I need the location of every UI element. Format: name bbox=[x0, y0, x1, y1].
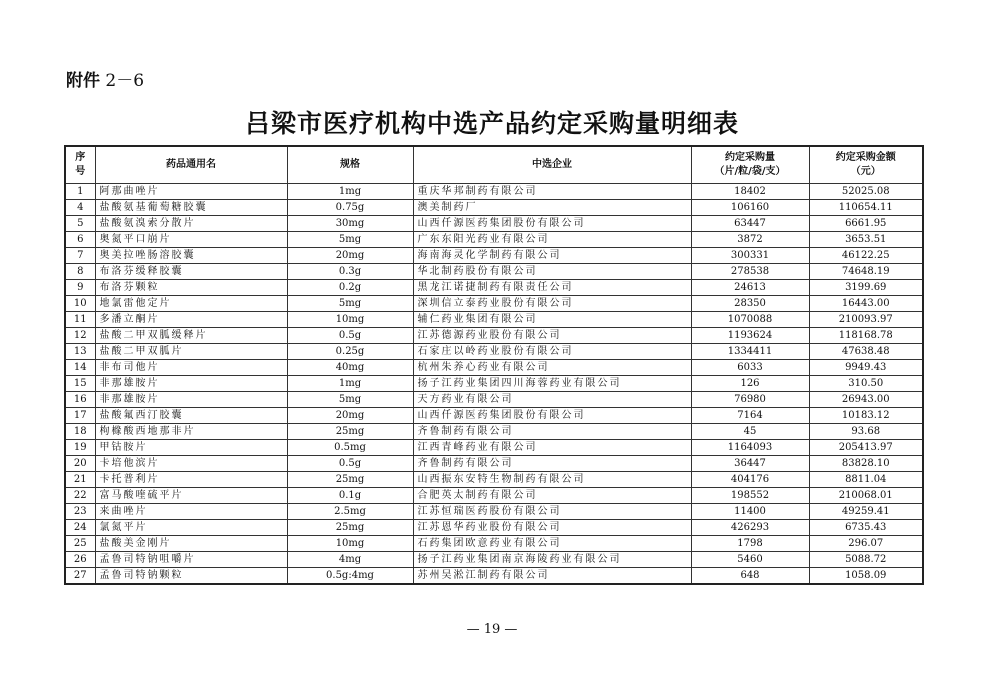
company-name: 扬子江药业集团南京海陵药业有限公司 bbox=[413, 552, 691, 568]
drug-name: 非那雄胺片 bbox=[95, 376, 287, 392]
company-name: 山西仟源医药集团股份有限公司 bbox=[413, 216, 691, 232]
row-number: 1 bbox=[65, 184, 95, 200]
quantity: 5460 bbox=[691, 552, 809, 568]
header-amount: 约定采购金额 （元） bbox=[809, 146, 923, 184]
attachment-word: 附件 bbox=[66, 71, 100, 91]
amount: 110654.11 bbox=[809, 200, 923, 216]
table-row bbox=[65, 184, 923, 200]
spec: 25mg bbox=[287, 424, 413, 440]
quantity: 24613 bbox=[691, 280, 809, 296]
company-name: 江苏恒瑞医药股份有限公司 bbox=[413, 504, 691, 520]
company-name: 辅仁药业集团有限公司 bbox=[413, 312, 691, 328]
table-row bbox=[65, 408, 923, 424]
spec: 0.3g bbox=[287, 264, 413, 280]
drug-name: 来曲唑片 bbox=[95, 504, 287, 520]
amount: 47638.48 bbox=[809, 344, 923, 360]
row-number: 12 bbox=[65, 328, 95, 344]
amount: 16443.00 bbox=[809, 296, 923, 312]
company-name: 江西青峰药业有限公司 bbox=[413, 440, 691, 456]
drug-name: 卡托普利片 bbox=[95, 472, 287, 488]
spec: 0.1g bbox=[287, 488, 413, 504]
spec: 5mg bbox=[287, 392, 413, 408]
amount: 52025.08 bbox=[809, 184, 923, 200]
quantity: 63447 bbox=[691, 216, 809, 232]
drug-name: 非布司他片 bbox=[95, 360, 287, 376]
spec: 0.5g bbox=[287, 328, 413, 344]
quantity: 106160 bbox=[691, 200, 809, 216]
row-number: 14 bbox=[65, 360, 95, 376]
company-name: 广东东阳光药业有限公司 bbox=[413, 232, 691, 248]
company-name: 天方药业有限公司 bbox=[413, 392, 691, 408]
amount: 310.50 bbox=[809, 376, 923, 392]
table-row bbox=[65, 472, 923, 488]
spec: 20mg bbox=[287, 248, 413, 264]
company-name: 海南海灵化学制药有限公司 bbox=[413, 248, 691, 264]
amount: 26943.00 bbox=[809, 392, 923, 408]
quantity: 28350 bbox=[691, 296, 809, 312]
table-row bbox=[65, 360, 923, 376]
table-row bbox=[65, 424, 923, 440]
table-header-row bbox=[65, 146, 923, 184]
spec: 0.5mg bbox=[287, 440, 413, 456]
drug-name: 多潘立酮片 bbox=[95, 312, 287, 328]
quantity: 1193624 bbox=[691, 328, 809, 344]
row-number: 9 bbox=[65, 280, 95, 296]
spec: 0.5g bbox=[287, 456, 413, 472]
amount: 93.68 bbox=[809, 424, 923, 440]
company-name: 黑龙江诺捷制药有限责任公司 bbox=[413, 280, 691, 296]
row-number: 6 bbox=[65, 232, 95, 248]
table-row bbox=[65, 392, 923, 408]
quantity: 7164 bbox=[691, 408, 809, 424]
row-number: 20 bbox=[65, 456, 95, 472]
table-row bbox=[65, 296, 923, 312]
row-number: 27 bbox=[65, 568, 95, 585]
spec: 0.75g bbox=[287, 200, 413, 216]
amount: 9949.43 bbox=[809, 360, 923, 376]
row-number: 4 bbox=[65, 200, 95, 216]
quantity: 648 bbox=[691, 568, 809, 585]
amount: 46122.25 bbox=[809, 248, 923, 264]
drug-name: 氯氮平片 bbox=[95, 520, 287, 536]
amount: 1058.09 bbox=[809, 568, 923, 585]
drug-name: 奥美拉唑肠溶胶囊 bbox=[95, 248, 287, 264]
amount: 296.07 bbox=[809, 536, 923, 552]
drug-name: 枸橼酸西地那非片 bbox=[95, 424, 287, 440]
amount: 210093.97 bbox=[809, 312, 923, 328]
spec: 25mg bbox=[287, 520, 413, 536]
company-name: 石药集团欧意药业有限公司 bbox=[413, 536, 691, 552]
quantity: 11400 bbox=[691, 504, 809, 520]
table-row bbox=[65, 344, 923, 360]
row-number: 19 bbox=[65, 440, 95, 456]
company-name: 华北制药股份有限公司 bbox=[413, 264, 691, 280]
table-row bbox=[65, 328, 923, 344]
row-number: 25 bbox=[65, 536, 95, 552]
company-name: 江苏恩华药业股份有限公司 bbox=[413, 520, 691, 536]
amount: 8811.04 bbox=[809, 472, 923, 488]
row-number: 26 bbox=[65, 552, 95, 568]
spec: 5mg bbox=[287, 232, 413, 248]
company-name: 扬子江药业集团四川海蓉药业有限公司 bbox=[413, 376, 691, 392]
attachment-label bbox=[66, 66, 144, 91]
header-quantity: 约定采购量 （片/粒/袋/支） bbox=[691, 146, 809, 184]
quantity: 76980 bbox=[691, 392, 809, 408]
quantity: 404176 bbox=[691, 472, 809, 488]
row-number: 13 bbox=[65, 344, 95, 360]
header-spec: 规格 bbox=[287, 146, 413, 184]
page-number: — 19 — bbox=[466, 622, 518, 637]
table-row bbox=[65, 536, 923, 552]
table-row bbox=[65, 488, 923, 504]
table-row bbox=[65, 504, 923, 520]
table-row bbox=[65, 552, 923, 568]
table-row bbox=[65, 456, 923, 472]
table-row bbox=[65, 232, 923, 248]
row-number: 5 bbox=[65, 216, 95, 232]
spec: 0.5g:4mg bbox=[287, 568, 413, 585]
amount: 74648.19 bbox=[809, 264, 923, 280]
quantity: 1164093 bbox=[691, 440, 809, 456]
row-number: 16 bbox=[65, 392, 95, 408]
amount: 49259.41 bbox=[809, 504, 923, 520]
table-row bbox=[65, 248, 923, 264]
amount: 6661.95 bbox=[809, 216, 923, 232]
header-drug-name: 药品通用名 bbox=[95, 146, 287, 184]
attachment-number: 2－6 bbox=[105, 71, 145, 91]
company-name: 深圳信立泰药业股份有限公司 bbox=[413, 296, 691, 312]
row-number: 17 bbox=[65, 408, 95, 424]
row-number: 18 bbox=[65, 424, 95, 440]
row-number: 15 bbox=[65, 376, 95, 392]
company-name: 石家庄以岭药业股份有限公司 bbox=[413, 344, 691, 360]
row-number: 10 bbox=[65, 296, 95, 312]
company-name: 齐鲁制药有限公司 bbox=[413, 424, 691, 440]
table-row bbox=[65, 440, 923, 456]
spec: 40mg bbox=[287, 360, 413, 376]
quantity: 45 bbox=[691, 424, 809, 440]
row-number: 23 bbox=[65, 504, 95, 520]
table-row bbox=[65, 280, 923, 296]
quantity: 3872 bbox=[691, 232, 809, 248]
drug-name: 甲钴胺片 bbox=[95, 440, 287, 456]
amount: 10183.12 bbox=[809, 408, 923, 424]
drug-name: 奥氮平口崩片 bbox=[95, 232, 287, 248]
spec: 10mg bbox=[287, 312, 413, 328]
drug-name: 布洛芬缓释胶囊 bbox=[95, 264, 287, 280]
table-row bbox=[65, 264, 923, 280]
drug-name: 卡培他滨片 bbox=[95, 456, 287, 472]
drug-name: 地氯雷他定片 bbox=[95, 296, 287, 312]
spec: 25mg bbox=[287, 472, 413, 488]
company-name: 江苏德源药业股份有限公司 bbox=[413, 328, 691, 344]
spec: 0.25g bbox=[287, 344, 413, 360]
drug-name: 非那雄胺片 bbox=[95, 392, 287, 408]
drug-name: 盐酸二甲双胍片 bbox=[95, 344, 287, 360]
company-name: 山西振东安特生物制药有限公司 bbox=[413, 472, 691, 488]
row-number: 8 bbox=[65, 264, 95, 280]
company-name: 合肥英太制药有限公司 bbox=[413, 488, 691, 504]
quantity: 278538 bbox=[691, 264, 809, 280]
company-name: 杭州朱养心药业有限公司 bbox=[413, 360, 691, 376]
drug-name: 孟鲁司特钠颗粒 bbox=[95, 568, 287, 585]
row-number: 22 bbox=[65, 488, 95, 504]
spec: 30mg bbox=[287, 216, 413, 232]
drug-name: 富马酸喹硫平片 bbox=[95, 488, 287, 504]
quantity: 426293 bbox=[691, 520, 809, 536]
table-body bbox=[65, 184, 923, 585]
quantity: 1798 bbox=[691, 536, 809, 552]
quantity: 1334411 bbox=[691, 344, 809, 360]
drug-name: 盐酸美金刚片 bbox=[95, 536, 287, 552]
drug-name: 盐酸二甲双胍缓释片 bbox=[95, 328, 287, 344]
spec: 1mg bbox=[287, 184, 413, 200]
row-number: 24 bbox=[65, 520, 95, 536]
spec: 1mg bbox=[287, 376, 413, 392]
amount: 3199.69 bbox=[809, 280, 923, 296]
amount: 6735.43 bbox=[809, 520, 923, 536]
company-name: 苏州吴淞江制药有限公司 bbox=[413, 568, 691, 585]
amount: 5088.72 bbox=[809, 552, 923, 568]
quantity: 300331 bbox=[691, 248, 809, 264]
table-row bbox=[65, 200, 923, 216]
header-no: 序 号 bbox=[65, 146, 95, 184]
table-row bbox=[65, 312, 923, 328]
amount: 83828.10 bbox=[809, 456, 923, 472]
spec: 10mg bbox=[287, 536, 413, 552]
amount: 205413.97 bbox=[809, 440, 923, 456]
table-row bbox=[65, 216, 923, 232]
company-name: 山西仟源医药集团股份有限公司 bbox=[413, 408, 691, 424]
spec: 2.5mg bbox=[287, 504, 413, 520]
table-row bbox=[65, 376, 923, 392]
spec: 0.2g bbox=[287, 280, 413, 296]
page-title: 吕梁市医疗机构中选产品约定采购量明细表 bbox=[244, 109, 739, 138]
quantity: 18402 bbox=[691, 184, 809, 200]
quantity: 36447 bbox=[691, 456, 809, 472]
quantity: 6033 bbox=[691, 360, 809, 376]
company-name: 齐鲁制药有限公司 bbox=[413, 456, 691, 472]
drug-name: 盐酸氨基葡萄糖胶囊 bbox=[95, 200, 287, 216]
amount: 210068.01 bbox=[809, 488, 923, 504]
procurement-table bbox=[64, 145, 924, 585]
drug-name: 盐酸氨溴索分散片 bbox=[95, 216, 287, 232]
drug-name: 盐酸氟西汀胶囊 bbox=[95, 408, 287, 424]
header-company: 中选企业 bbox=[413, 146, 691, 184]
row-number: 21 bbox=[65, 472, 95, 488]
drug-name: 布洛芬颗粒 bbox=[95, 280, 287, 296]
amount: 118168.78 bbox=[809, 328, 923, 344]
drug-name: 阿那曲唑片 bbox=[95, 184, 287, 200]
row-number: 11 bbox=[65, 312, 95, 328]
spec: 20mg bbox=[287, 408, 413, 424]
amount: 3653.51 bbox=[809, 232, 923, 248]
spec: 5mg bbox=[287, 296, 413, 312]
company-name: 澳美制药厂 bbox=[413, 200, 691, 216]
table-row bbox=[65, 568, 923, 585]
quantity: 198552 bbox=[691, 488, 809, 504]
row-number: 7 bbox=[65, 248, 95, 264]
company-name: 重庆华邦制药有限公司 bbox=[413, 184, 691, 200]
spec: 4mg bbox=[287, 552, 413, 568]
table-row bbox=[65, 520, 923, 536]
quantity: 126 bbox=[691, 376, 809, 392]
quantity: 1070088 bbox=[691, 312, 809, 328]
drug-name: 孟鲁司特钠咀嚼片 bbox=[95, 552, 287, 568]
